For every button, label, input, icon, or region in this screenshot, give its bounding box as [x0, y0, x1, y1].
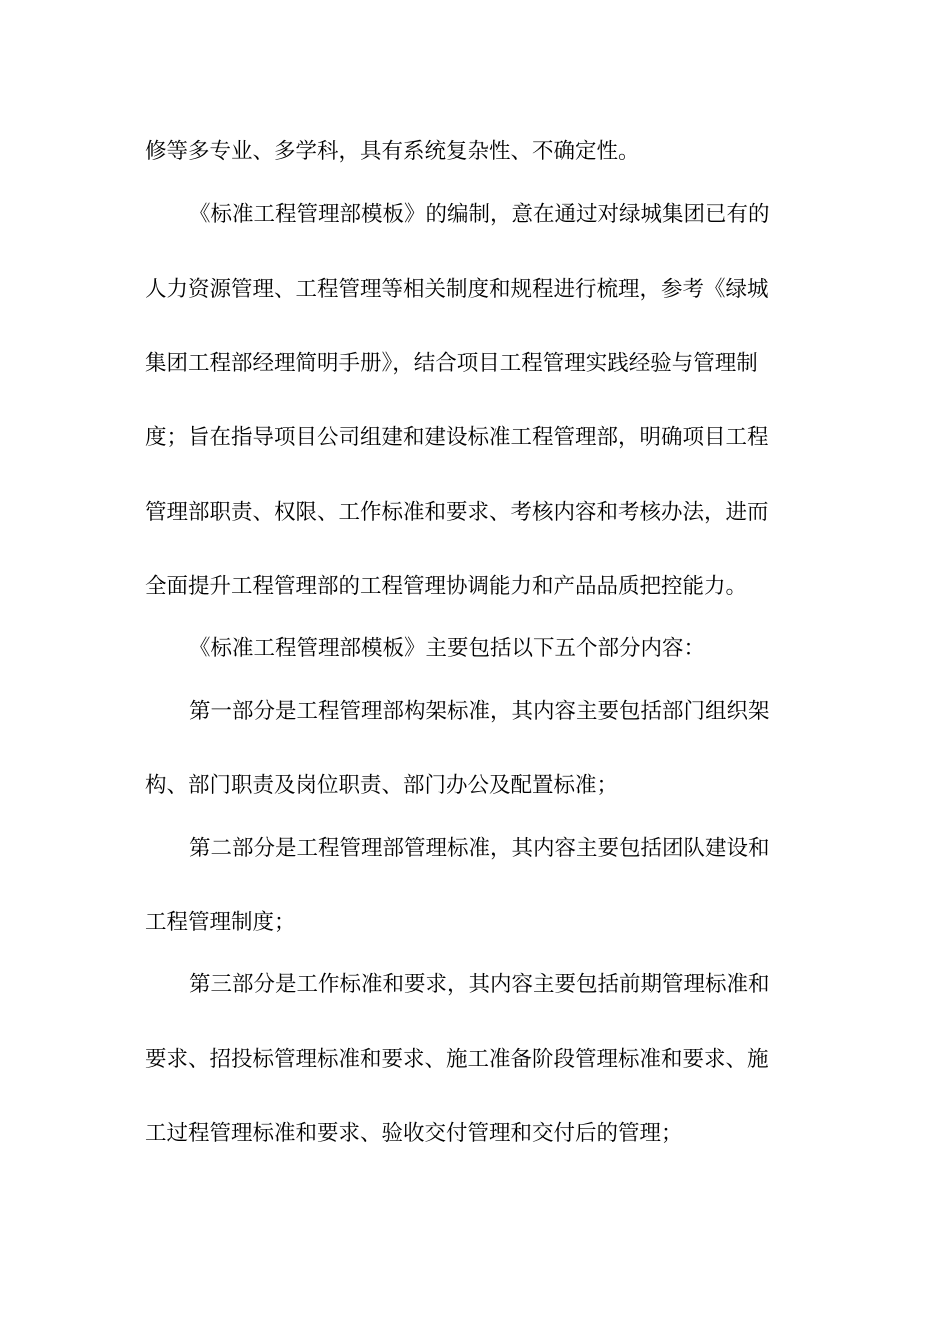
text-line-6: 管理部职责、权限、工作标准和要求、考核内容和考核办法，进而 [145, 500, 769, 525]
text-line-15: 工过程管理标准和要求、验收交付管理和交付后的管理； [145, 1121, 683, 1146]
text-line-4: 集团工程部经理简明手册》，结合项目工程管理实践经验与管理制 [145, 351, 758, 376]
text-line-2: 《标准工程管理部模板》的编制，意在通过对绿城集团已有的 [189, 202, 770, 227]
text-line-11: 第二部分是工程管理部管理标准，其内容主要包括团队建设和 [189, 836, 770, 861]
text-line-13: 第三部分是工作标准和要求，其内容主要包括前期管理标准和 [189, 972, 770, 997]
text-line-10: 构、部门职责及岗位职责、部门办公及配置标准； [145, 773, 619, 798]
text-line-8: 《标准工程管理部模板》主要包括以下五个部分内容： [189, 636, 706, 661]
text-line-3: 人力资源管理、工程管理等相关制度和规程进行梳理，参考《绿城 [145, 277, 769, 302]
text-line-9: 第一部分是工程管理部构架标准，其内容主要包括部门组织架 [189, 699, 770, 724]
text-line-7: 全面提升工程管理部的工程管理协调能力和产品品质把控能力。 [145, 574, 748, 599]
text-line-5: 度；旨在指导项目公司组建和建设标准工程管理部，明确项目工程 [145, 425, 769, 450]
text-line-1: 修等多专业、多学科，具有系统复杂性、不确定性。 [145, 139, 640, 164]
text-line-12: 工程管理制度； [145, 910, 296, 935]
text-line-14: 要求、招投标管理标准和要求、施工准备阶段管理标准和要求、施 [145, 1047, 769, 1072]
